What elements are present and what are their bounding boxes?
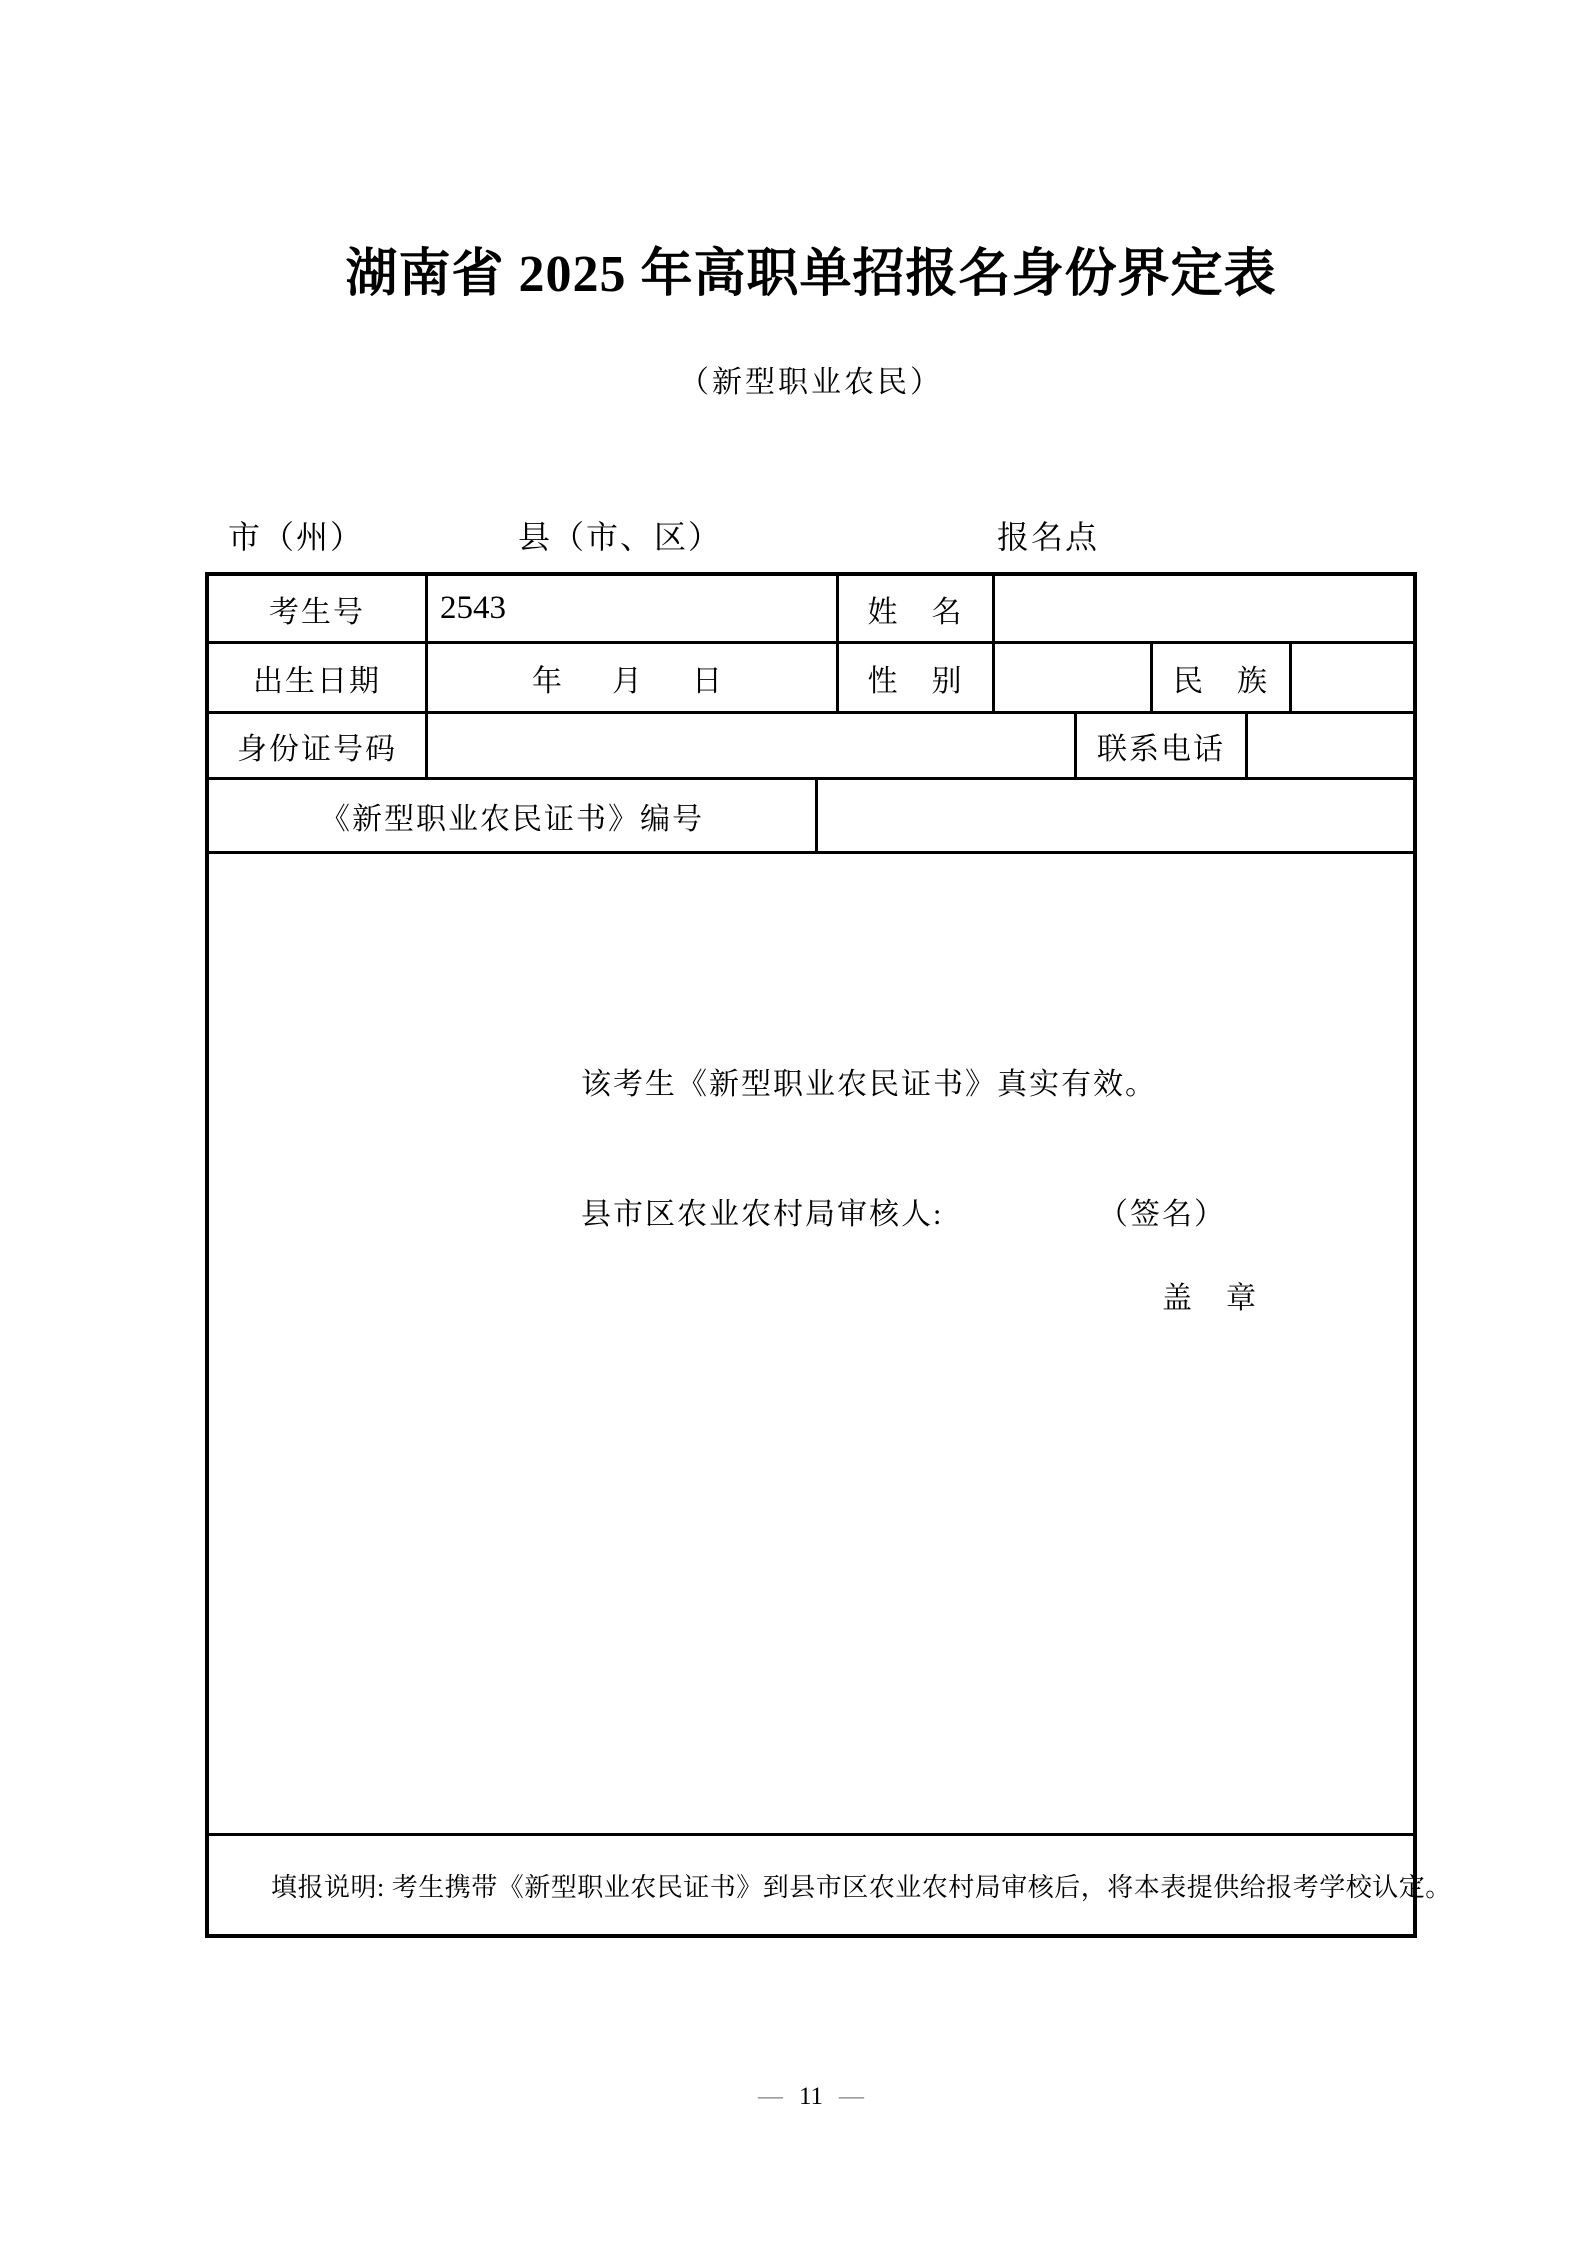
ethnicity-value bbox=[1292, 644, 1413, 711]
validity-statement: 该考生《新型职业农民证书》真实有效。 bbox=[581, 1068, 1157, 1101]
row-review bbox=[209, 854, 1413, 1836]
gender-value bbox=[995, 644, 1153, 711]
page-subtitle: （新型职业农民） bbox=[679, 366, 943, 399]
page-number bbox=[205, 2080, 1417, 2114]
name-label: 姓 名 bbox=[839, 576, 995, 641]
cert-no-label: 《新型职业农民证书》编号 bbox=[209, 780, 818, 851]
page-title: 湖南省 2025 年高职单招报名身份界定表 bbox=[345, 246, 1277, 303]
row-birth-gender-ethnicity bbox=[209, 644, 1413, 714]
birth-date-value: 年 月 日 bbox=[428, 644, 839, 711]
phone-value bbox=[1248, 714, 1413, 777]
gender-label: 性 别 bbox=[839, 644, 995, 711]
page-number-left-dash: — bbox=[757, 2083, 783, 2110]
row-cert-no bbox=[209, 780, 1413, 854]
location-line bbox=[0, 512, 1588, 554]
filling-instructions: 填报说明: 考生携带《新型职业农民证书》到县市区农业农村局审核后，将本表提供给报考学校认定。 bbox=[271, 1872, 1452, 1902]
row-id-phone bbox=[209, 714, 1413, 780]
review-area bbox=[209, 854, 1413, 1833]
phone-label: 联系电话 bbox=[1077, 714, 1248, 777]
exam-no-value: 2543 bbox=[428, 576, 839, 641]
exam-no-label: 考生号 bbox=[209, 576, 428, 641]
name-value bbox=[995, 576, 1413, 641]
city-label: 市（州） bbox=[228, 519, 365, 555]
cert-no-value bbox=[818, 780, 1413, 851]
registration-site-label: 报名点 bbox=[997, 519, 1100, 555]
row-exam-no bbox=[209, 576, 1413, 644]
birth-date-label: 出生日期 bbox=[209, 644, 428, 711]
id-number-label: 身份证号码 bbox=[209, 714, 428, 777]
ethnicity-label: 民 族 bbox=[1153, 644, 1292, 711]
identity-form-table bbox=[205, 572, 1452, 1938]
reviewer-label: 县市区农业农村局审核人: bbox=[581, 1198, 944, 1231]
seal-label: 盖 章 bbox=[1162, 1282, 1258, 1315]
county-label: 县（市、区） bbox=[518, 519, 723, 555]
page-number-right-dash: — bbox=[839, 2083, 865, 2110]
signature-hint: （签名） bbox=[1098, 1198, 1226, 1231]
page-number-value: 11 bbox=[798, 2083, 824, 2110]
id-number-value bbox=[428, 714, 1077, 777]
row-note bbox=[209, 1836, 1452, 1934]
